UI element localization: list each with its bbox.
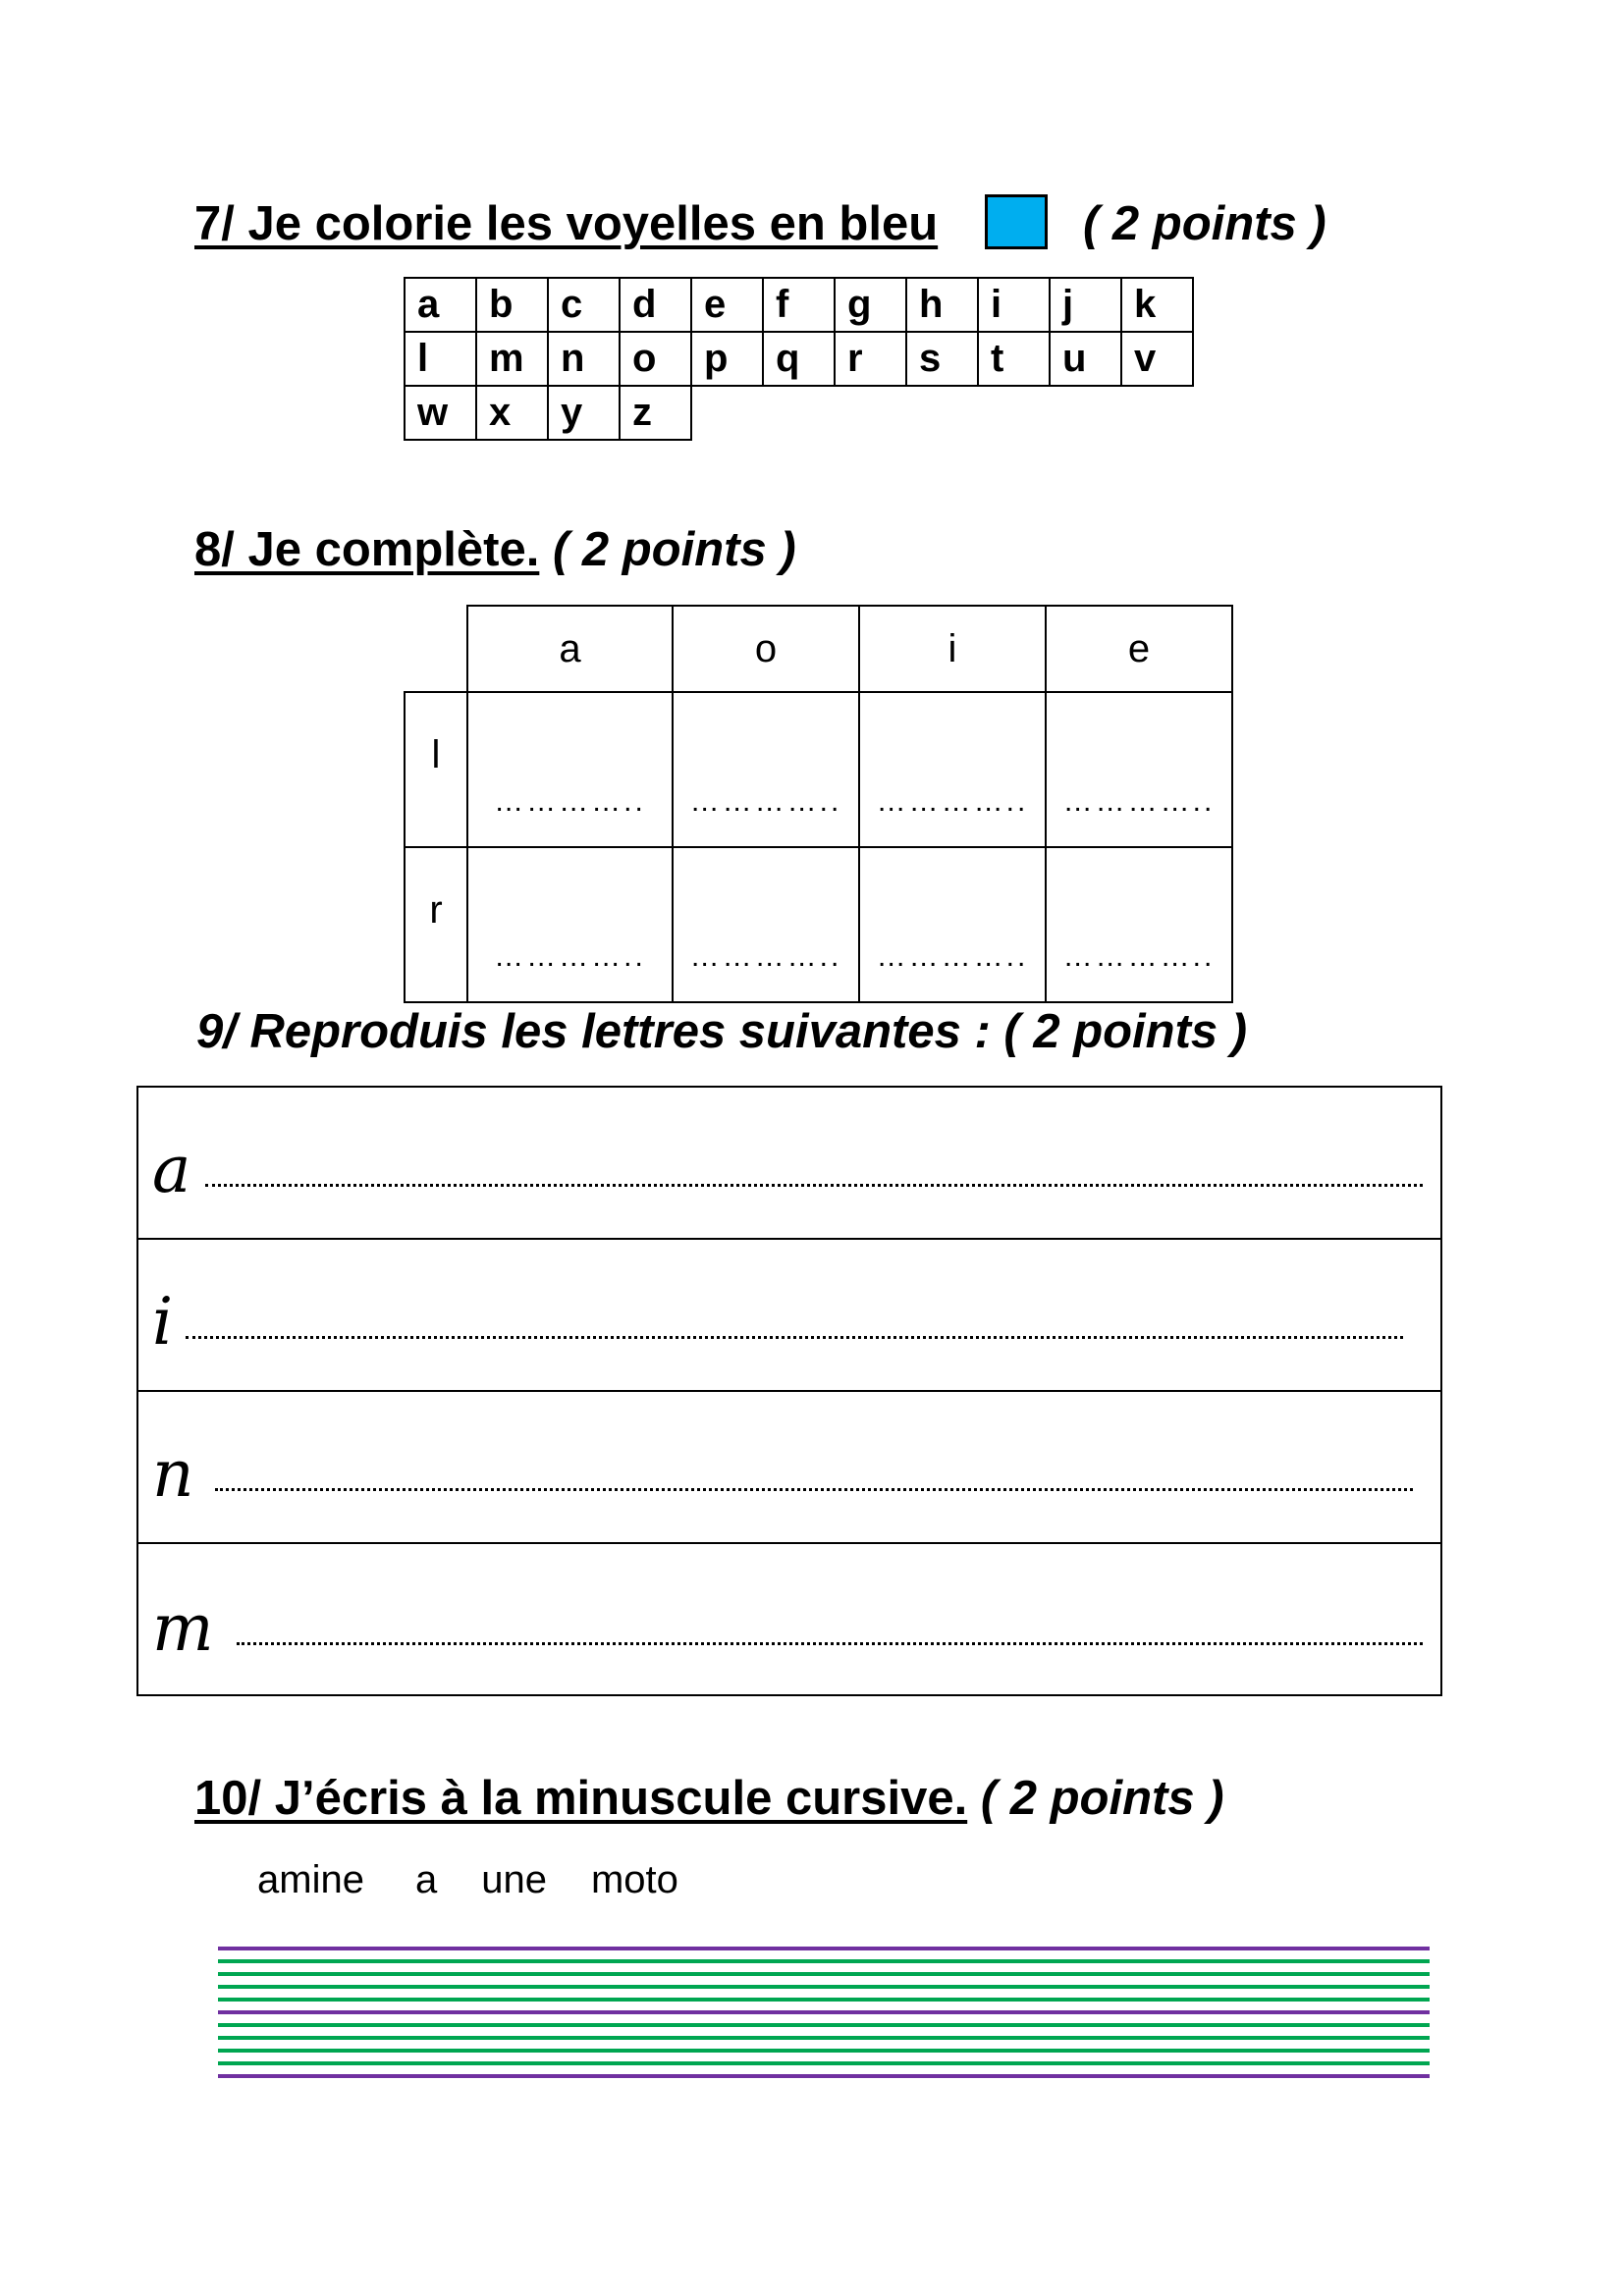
ex10-sentence	[257, 1858, 678, 1902]
ex8-heading	[194, 523, 796, 576]
syllable-blank[interactable]: …………..	[1046, 847, 1232, 1002]
ex10-word: une	[481, 1858, 547, 1901]
syllable-blank[interactable]: …………..	[467, 847, 673, 1002]
staff-line	[218, 1947, 1430, 1950]
dotted-writing-line[interactable]	[205, 1184, 1423, 1187]
empty-cell	[763, 386, 835, 440]
letter-cell[interactable]: c	[548, 278, 620, 332]
dotted-writing-line[interactable]	[215, 1488, 1413, 1491]
cursive-model-letter: i	[152, 1284, 174, 1360]
alphabet-row	[405, 386, 1193, 440]
cursive-model-letter: m	[152, 1590, 214, 1666]
letter-cell[interactable]: d	[620, 278, 691, 332]
empty-cell	[978, 386, 1050, 440]
letter-cell[interactable]: t	[978, 332, 1050, 386]
syllable-blank[interactable]: …………..	[859, 692, 1046, 847]
ex9-title: 9/ Reproduis les lettres suivantes : ( 2 points )	[196, 1005, 1248, 1058]
vowel-header: e	[1046, 606, 1232, 692]
ex7-points: ( 2 points )	[1083, 197, 1326, 250]
staff-line	[218, 2023, 1430, 2027]
empty-cell	[1121, 386, 1193, 440]
ex7-title: 7/ Je colorie les voyelles en bleu	[194, 197, 939, 250]
staff-line	[218, 1972, 1430, 1976]
empty-cell	[835, 386, 906, 440]
syllable-blank[interactable]: …………..	[673, 847, 859, 1002]
empty-cell	[906, 386, 978, 440]
staff-line	[218, 1998, 1430, 2002]
letter-cell[interactable]: f	[763, 278, 835, 332]
letter-cell[interactable]: z	[620, 386, 691, 440]
dotted-writing-line[interactable]	[186, 1336, 1403, 1339]
consonant-header: r	[405, 847, 467, 1002]
letter-cell[interactable]: j	[1050, 278, 1121, 332]
copy-row	[138, 1088, 1440, 1240]
syllable-blank[interactable]: …………..	[859, 847, 1046, 1002]
ex10-word: a	[414, 1858, 438, 1901]
staff-line	[218, 1959, 1430, 1963]
letter-cell[interactable]: v	[1121, 332, 1193, 386]
letter-copy-box	[136, 1086, 1442, 1696]
letter-cell[interactable]: o	[620, 332, 691, 386]
staff-line	[218, 2074, 1430, 2078]
alphabet-row	[405, 332, 1193, 386]
syllable-blank[interactable]: …………..	[673, 692, 859, 847]
ex8-title: 8/ Je complète.	[194, 523, 540, 576]
letter-cell[interactable]: y	[548, 386, 620, 440]
copy-row	[138, 1240, 1440, 1392]
letter-cell[interactable]: i	[978, 278, 1050, 332]
letter-cell[interactable]: m	[476, 332, 548, 386]
ex10-heading	[194, 1772, 1224, 1825]
syllable-blank[interactable]: …………..	[467, 692, 673, 847]
letter-cell[interactable]: w	[405, 386, 476, 440]
letter-cell[interactable]: q	[763, 332, 835, 386]
staff-line	[218, 2036, 1430, 2040]
staff-line	[218, 1985, 1430, 1989]
letter-cell[interactable]: a	[405, 278, 476, 332]
letter-cell[interactable]: h	[906, 278, 978, 332]
letter-cell[interactable]: k	[1121, 278, 1193, 332]
alphabet-row	[405, 278, 1193, 332]
ex10-word: amine	[257, 1858, 364, 1901]
cursive-model-letter: a	[152, 1132, 191, 1207]
consonant-header: l	[405, 692, 467, 847]
alphabet-grid	[404, 277, 1194, 441]
vowel-header: a	[467, 606, 673, 692]
staff-line	[218, 2049, 1430, 2053]
letter-cell[interactable]: b	[476, 278, 548, 332]
letter-cell[interactable]: e	[691, 278, 763, 332]
syllable-blank[interactable]: …………..	[1046, 692, 1232, 847]
letter-cell[interactable]: g	[835, 278, 906, 332]
staff-line	[218, 2061, 1430, 2065]
letter-cell[interactable]: n	[548, 332, 620, 386]
vowel-header: i	[859, 606, 1046, 692]
ex10-word: moto	[590, 1858, 678, 1901]
ex7-color-swatch	[985, 194, 1048, 249]
syllable-grid	[404, 605, 1233, 1003]
copy-row	[138, 1544, 1440, 1696]
ex10-points: ( 2 points )	[980, 1772, 1224, 1825]
letter-cell[interactable]: p	[691, 332, 763, 386]
letter-cell[interactable]: x	[476, 386, 548, 440]
ex10-title: 10/ J’écris à la minuscule cursive.	[194, 1772, 968, 1825]
ex7-heading	[194, 197, 939, 250]
letter-cell[interactable]: r	[835, 332, 906, 386]
copy-row	[138, 1392, 1440, 1544]
grid-corner	[405, 606, 467, 692]
letter-cell[interactable]: s	[906, 332, 978, 386]
dotted-writing-line[interactable]	[237, 1642, 1423, 1645]
staff-line	[218, 2010, 1430, 2014]
cursive-model-letter: n	[152, 1436, 194, 1512]
empty-cell	[691, 386, 763, 440]
ex8-points: ( 2 points )	[552, 523, 796, 576]
letter-cell[interactable]: l	[405, 332, 476, 386]
letter-cell[interactable]: u	[1050, 332, 1121, 386]
empty-cell	[1050, 386, 1121, 440]
vowel-header: o	[673, 606, 859, 692]
